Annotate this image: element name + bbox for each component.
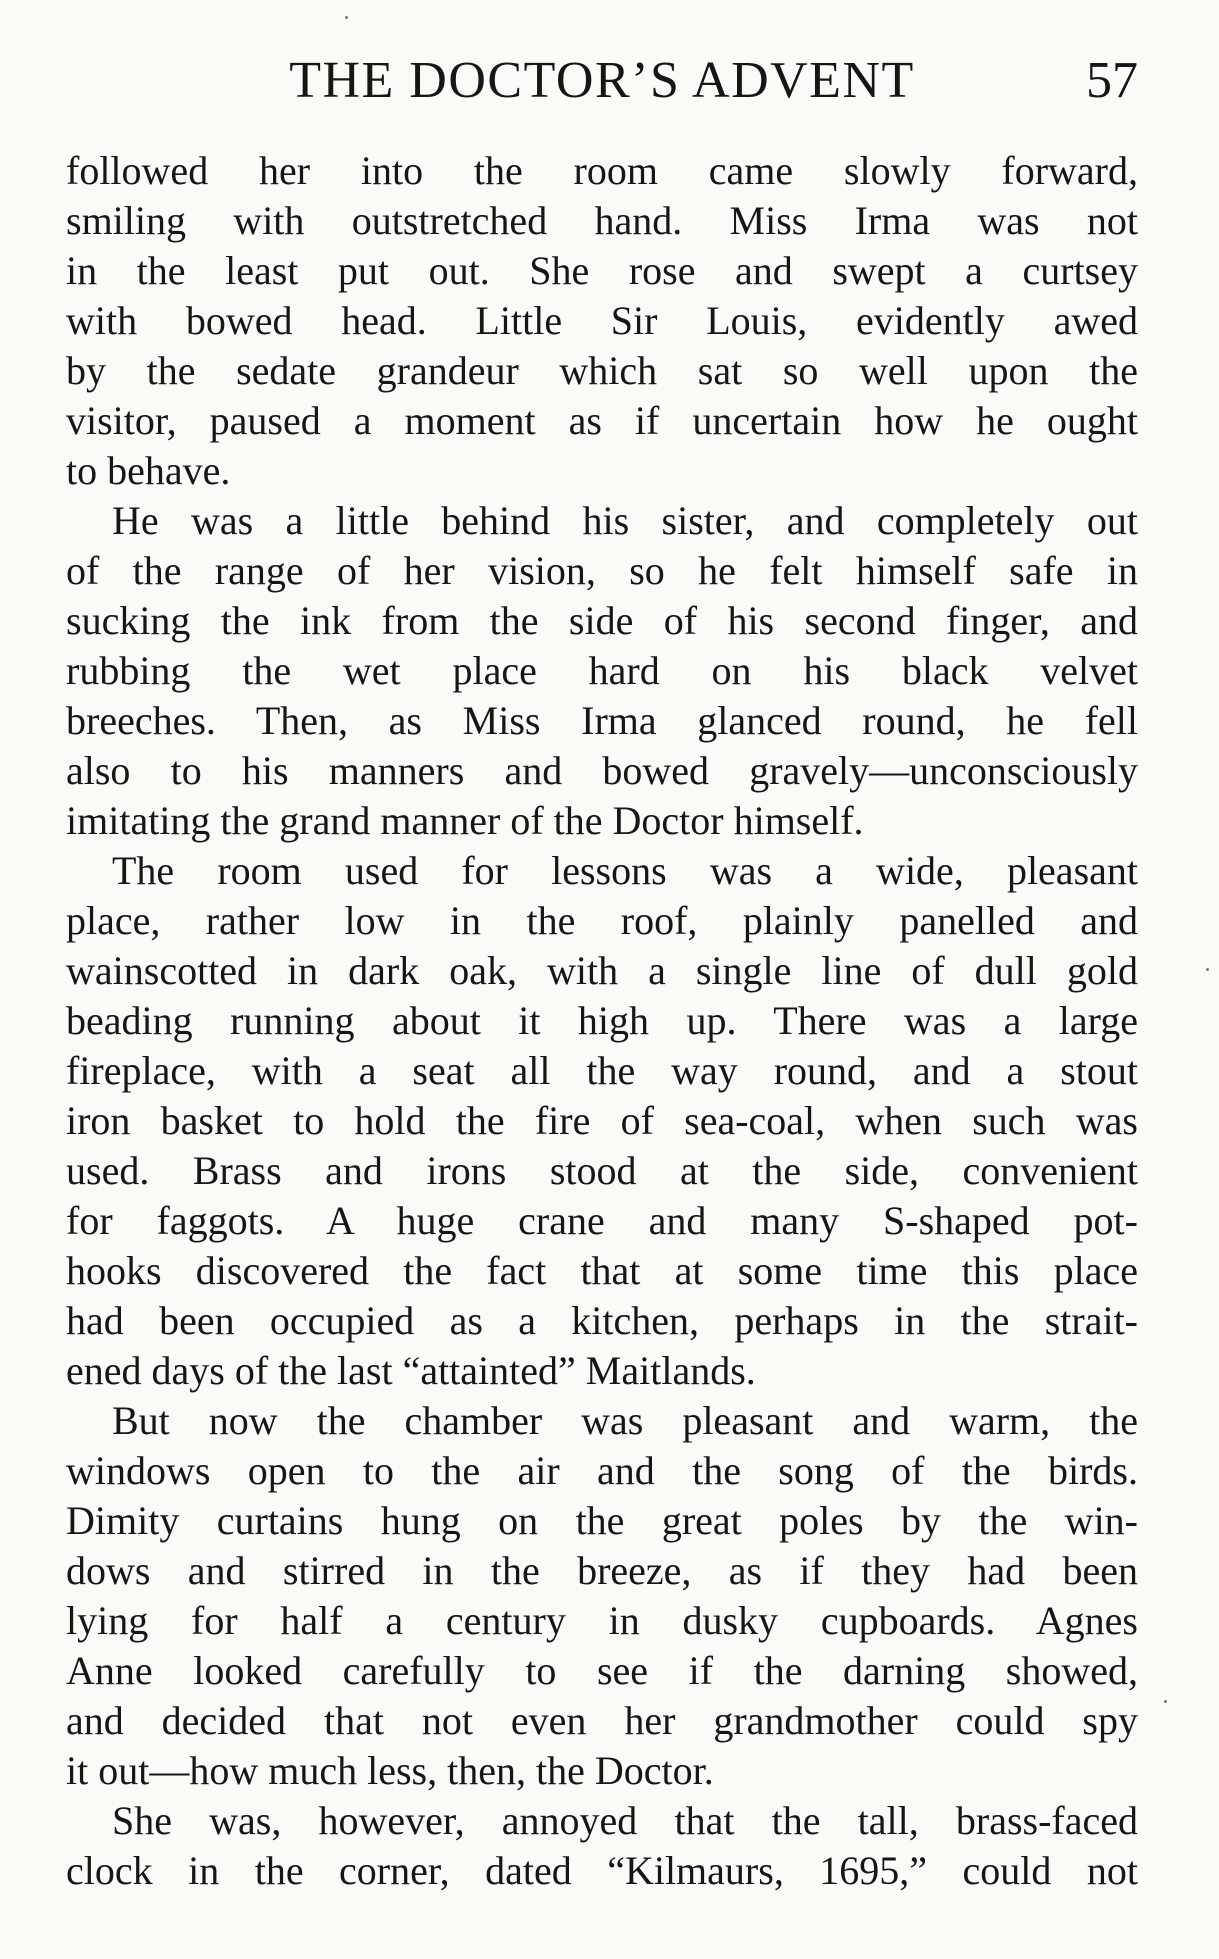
text-line: Anne looked carefully to see if the darning showed, [66,1648,1138,1693]
body-text [66,146,1138,1896]
text-line: beading running about it high up. There was a large [66,998,1138,1043]
paragraph [66,146,1138,496]
text-line: of the range of her vision, so he felt himself safe in [66,548,1138,593]
text-line: She was, however, annoyed that the tall, brass-faced [112,1798,1138,1843]
running-head [66,46,1138,116]
text-line: wainscotted in dark oak, with a single line of dull gold [66,948,1138,993]
paragraph [66,1396,1138,1796]
text-line: for faggots. A huge crane and many S-shaped pot- [66,1198,1138,1243]
print-speck [1164,1700,1167,1703]
text-line: used. Brass and irons stood at the side, convenient [66,1148,1138,1193]
text-line: lying for half a century in dusky cupboards. Agnes [66,1598,1138,1643]
text-line: clock in the corner, dated “Kilmaurs, 1695,” could not [66,1848,1138,1893]
text-line: place, rather low in the roof, plainly panelled and [66,898,1138,943]
text-line: He was a little behind his sister, and completely out [112,498,1138,543]
text-line: Dimity curtains hung on the great poles by the win- [66,1498,1138,1543]
text-line: rubbing the wet place hard on his black velvet [66,648,1138,693]
text-line: iron basket to hold the fire of sea-coal, when such was [66,1098,1138,1143]
text-line: in the least put out. She rose and swept a curtsey [66,248,1138,293]
text-line: breeches. Then, as Miss Irma glanced round, he fell [66,698,1138,743]
text-line: But now the chamber was pleasant and warm, the [112,1398,1138,1443]
text-line: fireplace, with a seat all the way round, and a stout [66,1048,1138,1093]
text-line: had been occupied as a kitchen, perhaps in the strait- [66,1298,1138,1343]
chapter-title: THE DOCTOR’S ADVENT [289,52,915,109]
text-line: it out—how much less, then, the Doctor. [66,1748,714,1793]
text-line: hooks discovered the fact that at some time this place [66,1248,1138,1293]
text-line: and decided that not even her grandmother could spy [66,1698,1138,1743]
text-line: also to his manners and bowed gravely—unconsciously [66,748,1138,793]
paragraph [66,846,1138,1396]
text-line: by the sedate grandeur which sat so well upon the [66,348,1138,393]
text-line: imitating the grand manner of the Doctor himself. [66,798,864,843]
text-line: followed her into the room came slowly forward, [66,148,1138,193]
text-line: windows open to the air and the song of the birds. [66,1448,1138,1493]
print-speck [345,16,348,19]
print-speck [1206,968,1209,971]
text-line: with bowed head. Little Sir Louis, evidently awed [66,298,1138,343]
text-line: The room used for lessons was a wide, pleasant [112,848,1138,893]
text-line: smiling with outstretched hand. Miss Irma was not [66,198,1138,243]
text-line: dows and stirred in the breeze, as if they had been [66,1548,1138,1593]
text-line: to behave. [66,448,231,493]
paragraph [66,496,1138,846]
text-line: sucking the ink from the side of his second finger, and [66,598,1138,643]
page-number: 57 [1086,52,1138,109]
text-line: visitor, paused a moment as if uncertain how he ought [66,398,1138,443]
text-line: ened days of the last “attainted” Maitlands. [66,1348,756,1393]
paragraph [66,1796,1138,1896]
